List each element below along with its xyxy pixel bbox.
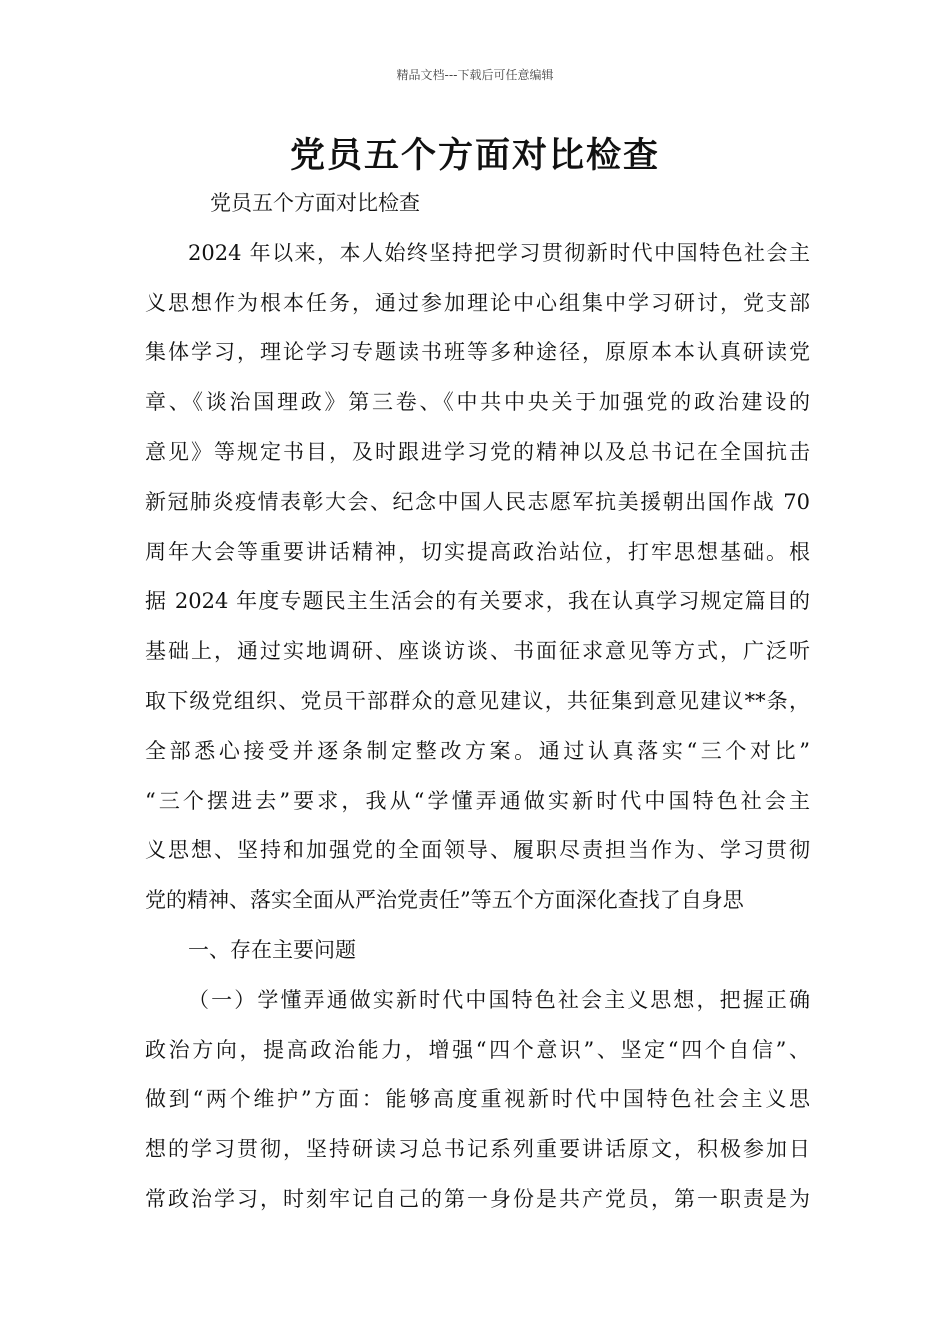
paragraph-line: 党的精神、落实全面从严治党责任”等五个方面深化查找了自身思 xyxy=(145,888,744,913)
page-header: 精品文档---下载后可任意编辑 xyxy=(396,68,554,82)
paragraph-line: （一）学懂弄通做实新时代中国特色社会主义思想，把握正确 xyxy=(188,987,810,1012)
paragraph-line: 常政治学习，时刻牢记自己的第一身份是共产党员，第一职责是为 xyxy=(145,1186,810,1211)
paragraph-line: 新冠肺炎疫情表彰大会、纪念中国人民志愿军抗美援朝出国作战 70 xyxy=(145,489,810,514)
document-title: 党员五个方面对比检查 xyxy=(289,136,660,176)
paragraph-line: 想的学习贯彻，坚持研读习总书记系列重要讲话原文，积极参加日 xyxy=(145,1137,810,1162)
paragraph-line: 周年大会等重要讲话精神，切实提高政治站位，打牢思想基础。根 xyxy=(145,539,810,564)
paragraph-line: “三个摆进去”要求，我从“学懂弄通做实新时代中国特色社会主 xyxy=(145,788,810,813)
paragraph-line: 义思想、坚持和加强党的全面领导、履职尽责担当作为、学习贯彻 xyxy=(145,838,810,863)
paragraph-line: 全部悉心接受并逐条制定整改方案。通过认真落实“三个对比” xyxy=(145,738,810,763)
paragraph-line: 意见》等规定书目，及时跟进学习党的精神以及总书记在全国抗击 xyxy=(145,439,810,464)
paragraph-line: 义思想作为根本任务，通过参加理论中心组集中学习研讨，党支部 xyxy=(145,290,810,315)
document-body xyxy=(145,179,810,1225)
paragraph-line: 2024 年以来，本人始终坚持把学习贯彻新时代中国特色社会主 xyxy=(188,240,810,265)
paragraph-line: 政治方向，提高政治能力，增强“四个意识”、坚定“四个自信”、 xyxy=(145,1037,810,1062)
paragraph-line: 章、《谈治国理政》第三卷、《中共中央关于加强党的政治建设的 xyxy=(145,390,810,415)
paragraph-line: 基础上，通过实地调研、座谈访谈、书面征求意见等方式，广泛听 xyxy=(145,639,810,664)
paragraph-line: 取下级党组织、党员干部群众的意见建议，共征集到意见建议**条， xyxy=(145,688,810,713)
subtitle-line: 党员五个方面对比检查 xyxy=(210,191,420,215)
paragraph-line: 据 2024 年度专题民主生活会的有关要求，我在认真学习规定篇目的 xyxy=(145,589,810,614)
paragraph-line: 集体学习，理论学习专题读书班等多种途径，原原本本认真研读党 xyxy=(145,340,810,365)
paragraph-line: 做到“两个维护”方面：能够高度重视新时代中国特色社会主义思 xyxy=(145,1087,810,1112)
section-heading: 一、存在主要问题 xyxy=(188,937,356,962)
